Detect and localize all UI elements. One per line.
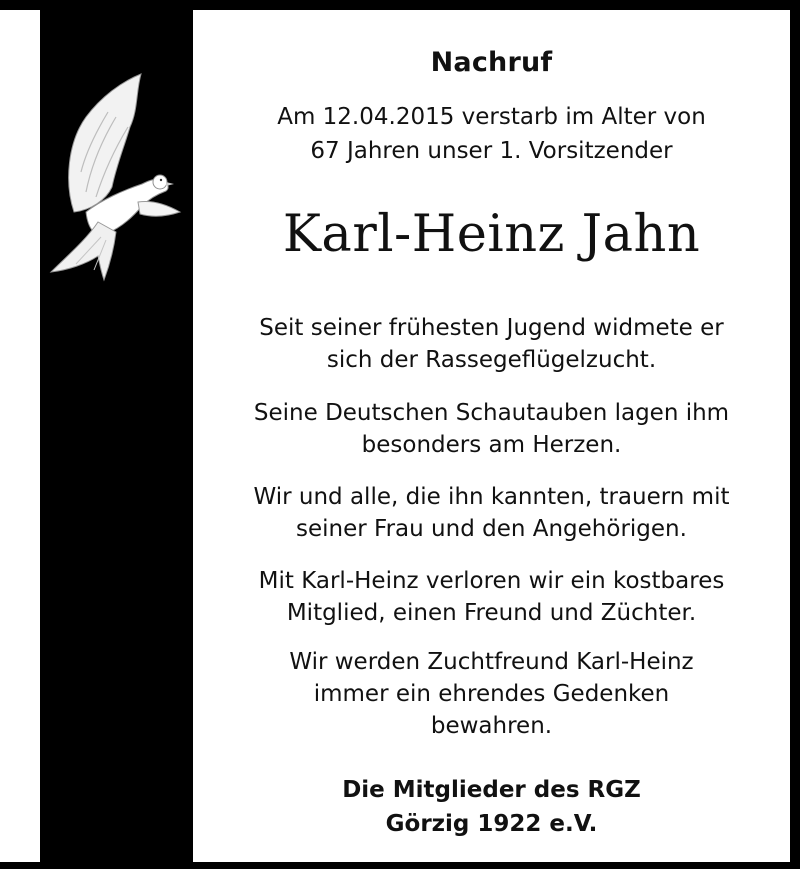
tribute-paragraph [193, 397, 790, 461]
notice-heading: Nachruf [430, 47, 553, 78]
tribute-paragraph [193, 646, 790, 742]
paragraph-line: Seine Deutschen Schautauben lagen ihm [253, 400, 730, 426]
tribute-paragraph [193, 481, 790, 545]
paragraph-line: Mit Karl-Heinz verloren wir ein kostbares [258, 568, 725, 594]
paragraph-line: seiner Frau und den Angehörigen. [296, 516, 687, 542]
paragraph-line: besonders am Herzen. [361, 432, 622, 458]
paragraph-line: Wir werden Zuchtfreund Karl-Heinz [289, 649, 694, 675]
deceased-name: Karl-Heinz Jahn [282, 205, 701, 264]
tribute-paragraph [193, 565, 790, 629]
paragraph-line: Mitglied, einen Freund und Züchter. [286, 600, 697, 626]
intro-text [193, 100, 790, 168]
paragraph-line: sich der Rassegeflügelzucht. [326, 347, 657, 373]
paragraph-line: bewahren. [430, 713, 553, 739]
left-margin [0, 0, 40, 869]
intro-line: 67 Jahren unser 1. Vorsitzender [310, 138, 673, 164]
signature-line: Görzig 1922 e.V. [385, 811, 598, 837]
paragraph-line: immer ein ehrendes Gedenken [313, 681, 670, 707]
tribute-paragraph [193, 312, 790, 376]
intro-line: Am 12.04.2015 verstarb im Alter von [277, 104, 706, 130]
signature [193, 773, 790, 841]
signature-line: Die Mitglieder des RGZ [342, 777, 641, 803]
paragraph-line: Wir und alle, die ihn kannten, trauern mit [253, 484, 730, 510]
dove-icon [46, 72, 186, 282]
paragraph-line: Seit seiner frühesten Jugend widmete er [259, 315, 724, 341]
obituary-panel [193, 10, 790, 862]
